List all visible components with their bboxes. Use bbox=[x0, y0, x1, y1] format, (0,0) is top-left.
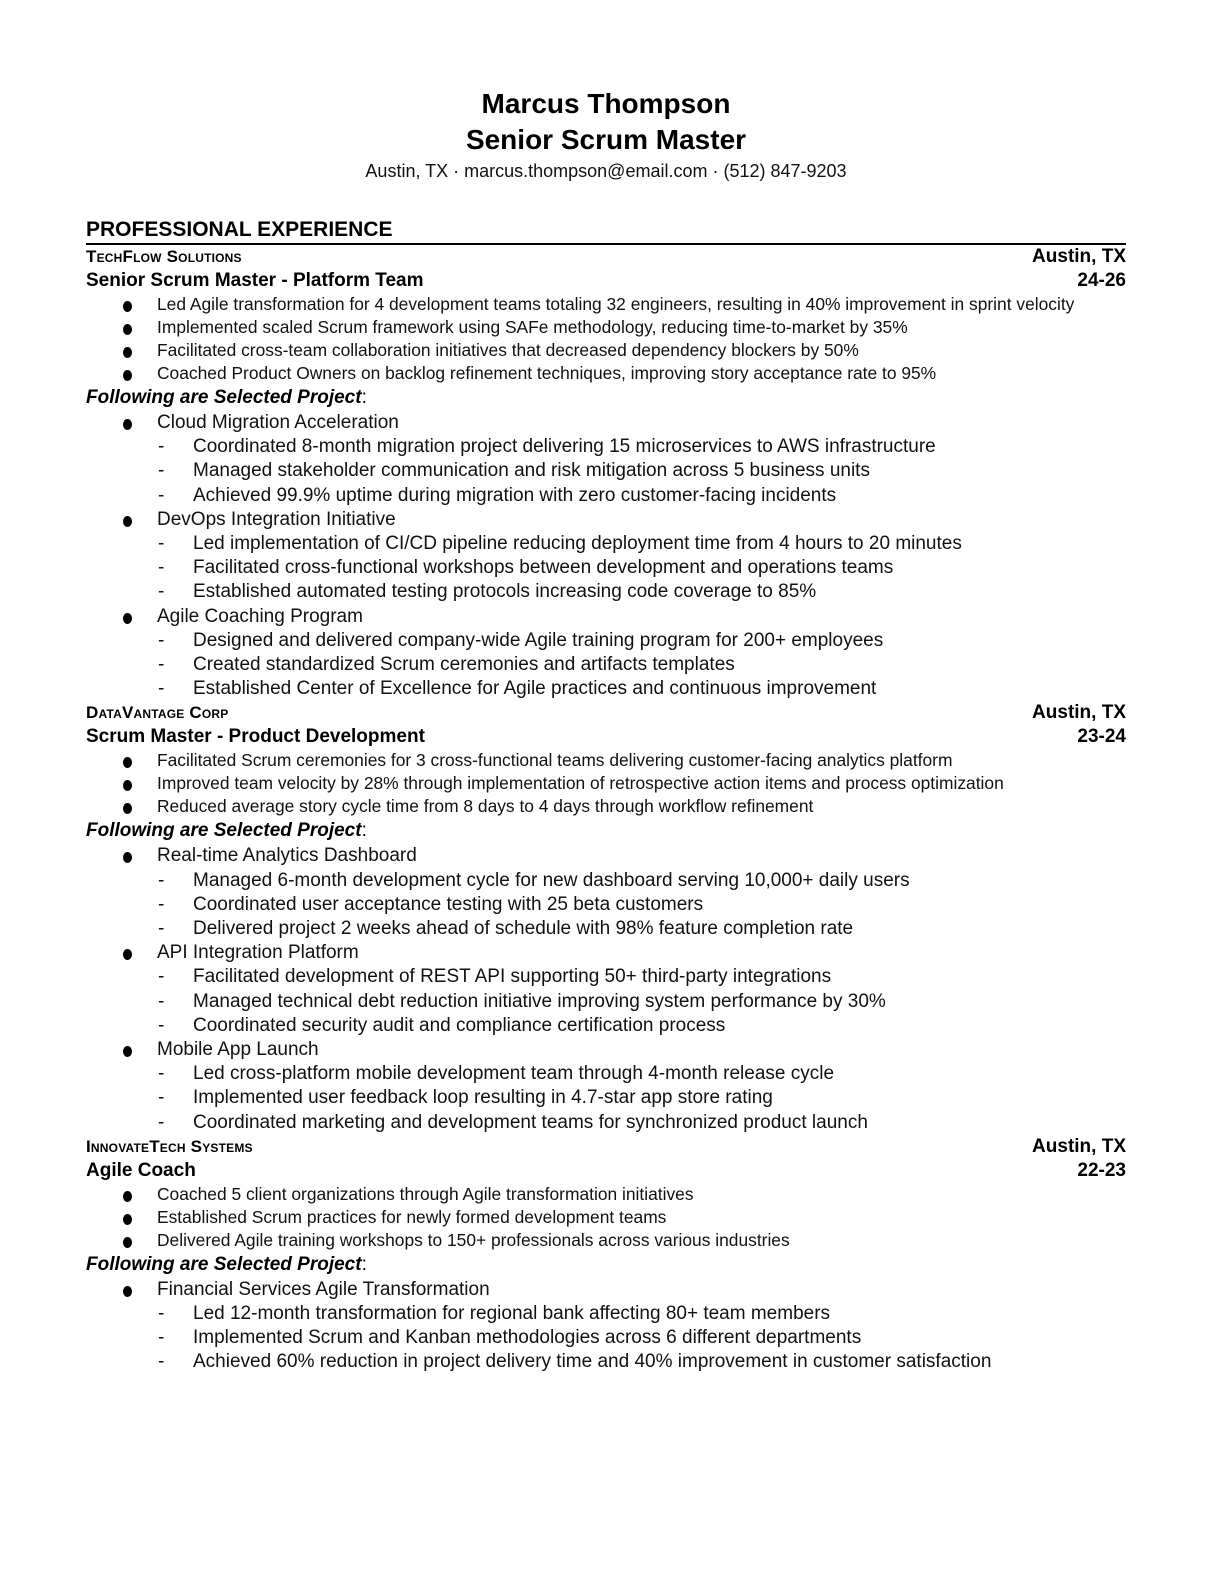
project-details bbox=[86, 869, 1126, 942]
job-dates: 23-24 bbox=[1077, 726, 1126, 748]
project-item bbox=[86, 844, 1126, 941]
selected-projects-label bbox=[86, 819, 1126, 843]
job-location: Austin, TX bbox=[1032, 246, 1126, 267]
company-name: DataVantage Corp bbox=[86, 703, 229, 723]
dash-icon: - bbox=[158, 869, 165, 891]
selected-projects-colon: : bbox=[361, 387, 367, 408]
selected-projects-colon: : bbox=[361, 1253, 367, 1275]
project-name: Cloud Migration Acceleration bbox=[157, 412, 399, 433]
project-detail-text: Led cross-platform mobile development team through 4-month release cycle bbox=[193, 1063, 835, 1085]
dash-icon: - bbox=[158, 1087, 165, 1109]
project-detail-text: Implemented Scrum and Kanban methodologies across 6 different departments bbox=[193, 1327, 862, 1349]
project-detail-text: Achieved 60% reduction in project delivery time and 40% improvement in customer satisfaction bbox=[193, 1351, 992, 1373]
job-bullet bbox=[86, 362, 1126, 385]
project-detail-text: Coordinated 8-month migration project delivering 15 microservices to AWS infrastructure bbox=[193, 436, 936, 458]
job-dates: 22-23 bbox=[1077, 1159, 1126, 1181]
job-entry bbox=[86, 1135, 1126, 1375]
project-detail bbox=[86, 556, 1126, 580]
bullet-text: Facilitated cross-team collaboration initiatives that decreased dependency blockers by 50% bbox=[157, 340, 859, 360]
dash-icon: - bbox=[158, 1351, 165, 1373]
job-bullet bbox=[86, 1206, 1126, 1229]
bullet-icon bbox=[123, 1046, 132, 1057]
project-detail-text: Led 12-month transformation for regional bank affecting 80+ team members bbox=[193, 1303, 831, 1325]
contact-line: Austin, TX · marcus.thompson@email.com · (512) 847-9203 bbox=[365, 161, 847, 181]
job-company-row bbox=[86, 245, 1126, 269]
project-detail bbox=[86, 532, 1126, 556]
bullet-icon bbox=[123, 803, 132, 814]
project-details bbox=[86, 629, 1126, 702]
project-name: Financial Services Agile Transformation bbox=[157, 1278, 490, 1300]
project-item bbox=[86, 941, 1126, 1038]
project-detail-text: Coordinated marketing and development teams for synchronized product launch bbox=[193, 1111, 868, 1133]
project-detail-text: Facilitated cross-functional workshops between development and operations teams bbox=[193, 557, 894, 579]
job-role-row bbox=[86, 1159, 1126, 1183]
project-name-row bbox=[86, 1038, 1126, 1062]
bullet-icon bbox=[123, 516, 132, 527]
project-item bbox=[86, 1038, 1126, 1135]
bullet-icon bbox=[123, 1286, 132, 1297]
selected-projects-text: Following are Selected Project bbox=[86, 820, 362, 842]
selected-projects-label bbox=[86, 386, 1126, 410]
selected-projects-label bbox=[86, 1253, 1126, 1277]
project-list bbox=[86, 844, 1126, 1134]
project-detail-text: Managed technical debt reduction initiative improving system performance by 30% bbox=[193, 990, 886, 1012]
section-title-experience: PROFESSIONAL EXPERIENCE bbox=[86, 217, 1126, 245]
candidate-title: Senior Scrum Master bbox=[465, 124, 747, 155]
dash-icon: - bbox=[158, 990, 165, 1012]
project-detail bbox=[86, 1326, 1126, 1350]
job-bullets bbox=[86, 749, 1126, 818]
project-item bbox=[86, 1278, 1126, 1375]
project-list bbox=[86, 411, 1126, 701]
project-detail bbox=[86, 1014, 1126, 1038]
dash-icon: - bbox=[158, 1014, 165, 1036]
project-detail bbox=[86, 965, 1126, 989]
bullet-text: Facilitated Scrum ceremonies for 3 cross-functional teams delivering customer-facing analytics platform bbox=[157, 750, 953, 771]
job-role-row bbox=[86, 725, 1126, 749]
job-bullet bbox=[86, 772, 1126, 795]
project-detail-text: Managed stakeholder communication and risk mitigation across 5 business units bbox=[193, 460, 870, 482]
dash-icon: - bbox=[158, 557, 165, 579]
job-role: Agile Coach bbox=[86, 1159, 196, 1181]
project-detail bbox=[86, 1062, 1126, 1086]
project-detail bbox=[86, 990, 1126, 1014]
bullet-icon bbox=[123, 419, 132, 430]
bullet-icon bbox=[123, 949, 132, 960]
project-detail bbox=[86, 629, 1126, 653]
project-details bbox=[86, 435, 1126, 508]
job-bullet bbox=[86, 1183, 1126, 1206]
dash-icon: - bbox=[158, 1303, 165, 1325]
company-name: InnovateTech Systems bbox=[86, 1136, 253, 1156]
dash-icon: - bbox=[158, 533, 165, 555]
project-detail bbox=[86, 459, 1126, 483]
job-company-row bbox=[86, 701, 1126, 725]
project-name-row bbox=[86, 508, 1126, 532]
dash-icon: - bbox=[158, 918, 165, 940]
project-detail-text: Designed and delivered company-wide Agile training program for 200+ employees bbox=[193, 629, 884, 651]
project-detail bbox=[86, 484, 1126, 508]
project-detail bbox=[86, 1350, 1126, 1374]
selected-projects-colon: : bbox=[361, 820, 367, 842]
project-name: Agile Coaching Program bbox=[157, 605, 363, 627]
project-detail-text: Achieved 99.9% uptime during migration with zero customer-facing incidents bbox=[193, 484, 837, 506]
experience-list bbox=[86, 245, 1126, 1375]
project-item bbox=[86, 411, 1126, 508]
dash-icon: - bbox=[158, 460, 165, 482]
job-bullet bbox=[86, 795, 1126, 818]
bullet-icon bbox=[123, 301, 132, 312]
project-name-row bbox=[86, 605, 1126, 629]
project-detail-text: Created standardized Scrum ceremonies and artifacts templates bbox=[193, 654, 735, 676]
bullet-icon bbox=[123, 780, 132, 791]
project-name: Real-time Analytics Dashboard bbox=[157, 845, 417, 867]
bullet-icon bbox=[123, 324, 132, 335]
job-role-row bbox=[86, 269, 1126, 293]
job-bullet bbox=[86, 339, 1126, 362]
selected-projects-text: Following are Selected Project bbox=[86, 1253, 362, 1275]
bullet-icon bbox=[123, 347, 132, 358]
dash-icon: - bbox=[158, 1063, 165, 1085]
candidate-name: Marcus Thompson bbox=[481, 88, 731, 119]
resume-header bbox=[86, 86, 1126, 184]
project-detail bbox=[86, 1111, 1126, 1135]
project-details bbox=[86, 965, 1126, 1038]
dash-icon: - bbox=[158, 654, 165, 676]
dash-icon: - bbox=[158, 629, 165, 651]
project-list bbox=[86, 1278, 1126, 1375]
project-detail bbox=[86, 653, 1126, 677]
project-detail bbox=[86, 893, 1126, 917]
project-detail-text: Coordinated user acceptance testing with 25 beta customers bbox=[193, 893, 704, 915]
resume-page bbox=[86, 86, 1126, 1375]
job-location: Austin, TX bbox=[1032, 702, 1126, 724]
job-bullets bbox=[86, 1183, 1126, 1252]
dash-icon: - bbox=[158, 436, 165, 458]
project-details bbox=[86, 1302, 1126, 1375]
project-name-row bbox=[86, 411, 1126, 435]
job-role: Scrum Master - Product Development bbox=[86, 726, 425, 748]
dash-icon: - bbox=[158, 893, 165, 915]
project-details bbox=[86, 1062, 1126, 1135]
bullet-text: Delivered Agile training workshops to 150+ professionals across various industries bbox=[157, 1229, 790, 1250]
project-name: Mobile App Launch bbox=[157, 1039, 319, 1061]
project-detail bbox=[86, 917, 1126, 941]
job-role: Senior Scrum Master - Platform Team bbox=[86, 270, 424, 291]
project-name-row bbox=[86, 844, 1126, 868]
project-detail-text: Delivered project 2 weeks ahead of schedule with 98% feature completion rate bbox=[193, 918, 854, 940]
job-dates: 24-26 bbox=[1077, 270, 1126, 291]
company-name: TechFlow Solutions bbox=[86, 247, 242, 266]
bullet-icon bbox=[123, 757, 132, 768]
bullet-text: Coached 5 client organizations through Agile transformation initiatives bbox=[157, 1183, 694, 1204]
project-detail bbox=[86, 869, 1126, 893]
bullet-icon bbox=[123, 1214, 132, 1225]
bullet-text: Led Agile transformation for 4 development teams totaling 32 engineers, resulting in 40% improvement in sprint velocity bbox=[157, 294, 1075, 314]
project-details bbox=[86, 532, 1126, 605]
project-name: API Integration Platform bbox=[157, 942, 359, 964]
selected-projects-text: Following are Selected Project bbox=[86, 387, 362, 408]
dash-icon: - bbox=[158, 1327, 165, 1349]
bullet-icon bbox=[123, 1237, 132, 1248]
project-detail-text: Established Center of Excellence for Agile practices and continuous improvement bbox=[193, 678, 877, 700]
bullet-text: Coached Product Owners on backlog refinement techniques, improving story acceptance rate to 95% bbox=[157, 363, 937, 383]
job-bullet bbox=[86, 1229, 1126, 1252]
bullet-text: Implemented scaled Scrum framework using SAFe methodology, reducing time-to-market by 35% bbox=[157, 317, 908, 337]
job-bullet bbox=[86, 749, 1126, 772]
project-detail-text: Managed 6-month development cycle for new dashboard serving 10,000+ daily users bbox=[193, 869, 910, 891]
bullet-icon bbox=[123, 1191, 132, 1202]
bullet-icon bbox=[123, 852, 132, 863]
project-item bbox=[86, 605, 1126, 702]
job-bullet bbox=[86, 293, 1126, 316]
job-company-row bbox=[86, 1135, 1126, 1159]
project-detail-text: Established automated testing protocols increasing code coverage to 85% bbox=[193, 581, 817, 603]
dash-icon: - bbox=[158, 484, 165, 506]
project-detail-text: Coordinated security audit and compliance certification process bbox=[193, 1014, 726, 1036]
job-location: Austin, TX bbox=[1032, 1135, 1126, 1157]
project-name-row bbox=[86, 941, 1126, 965]
bullet-icon bbox=[123, 370, 132, 381]
project-name-row bbox=[86, 1278, 1126, 1302]
project-detail bbox=[86, 1302, 1126, 1326]
bullet-icon bbox=[123, 613, 132, 624]
dash-icon: - bbox=[158, 1111, 165, 1133]
dash-icon: - bbox=[158, 678, 165, 700]
job-entry bbox=[86, 245, 1126, 701]
project-detail-text: Facilitated development of REST API supporting 50+ third-party integrations bbox=[193, 966, 832, 988]
project-detail-text: Implemented user feedback loop resulting in 4.7-star app store rating bbox=[193, 1087, 773, 1109]
project-detail bbox=[86, 435, 1126, 459]
project-item bbox=[86, 508, 1126, 605]
job-bullet bbox=[86, 316, 1126, 339]
project-detail bbox=[86, 677, 1126, 701]
project-detail-text: Led implementation of CI/CD pipeline reducing deployment time from 4 hours to 20 minutes bbox=[193, 533, 962, 555]
project-name: DevOps Integration Initiative bbox=[157, 508, 396, 530]
dash-icon: - bbox=[158, 581, 165, 603]
bullet-text: Reduced average story cycle time from 8 days to 4 days through workflow refinement bbox=[157, 796, 814, 817]
project-detail bbox=[86, 1086, 1126, 1110]
job-entry bbox=[86, 701, 1126, 1134]
bullet-text: Established Scrum practices for newly formed development teams bbox=[157, 1206, 667, 1227]
bullet-text: Improved team velocity by 28% through implementation of retrospective action items and process optimization bbox=[157, 773, 1004, 794]
project-detail bbox=[86, 580, 1126, 604]
dash-icon: - bbox=[158, 966, 165, 988]
job-bullets bbox=[86, 293, 1126, 385]
